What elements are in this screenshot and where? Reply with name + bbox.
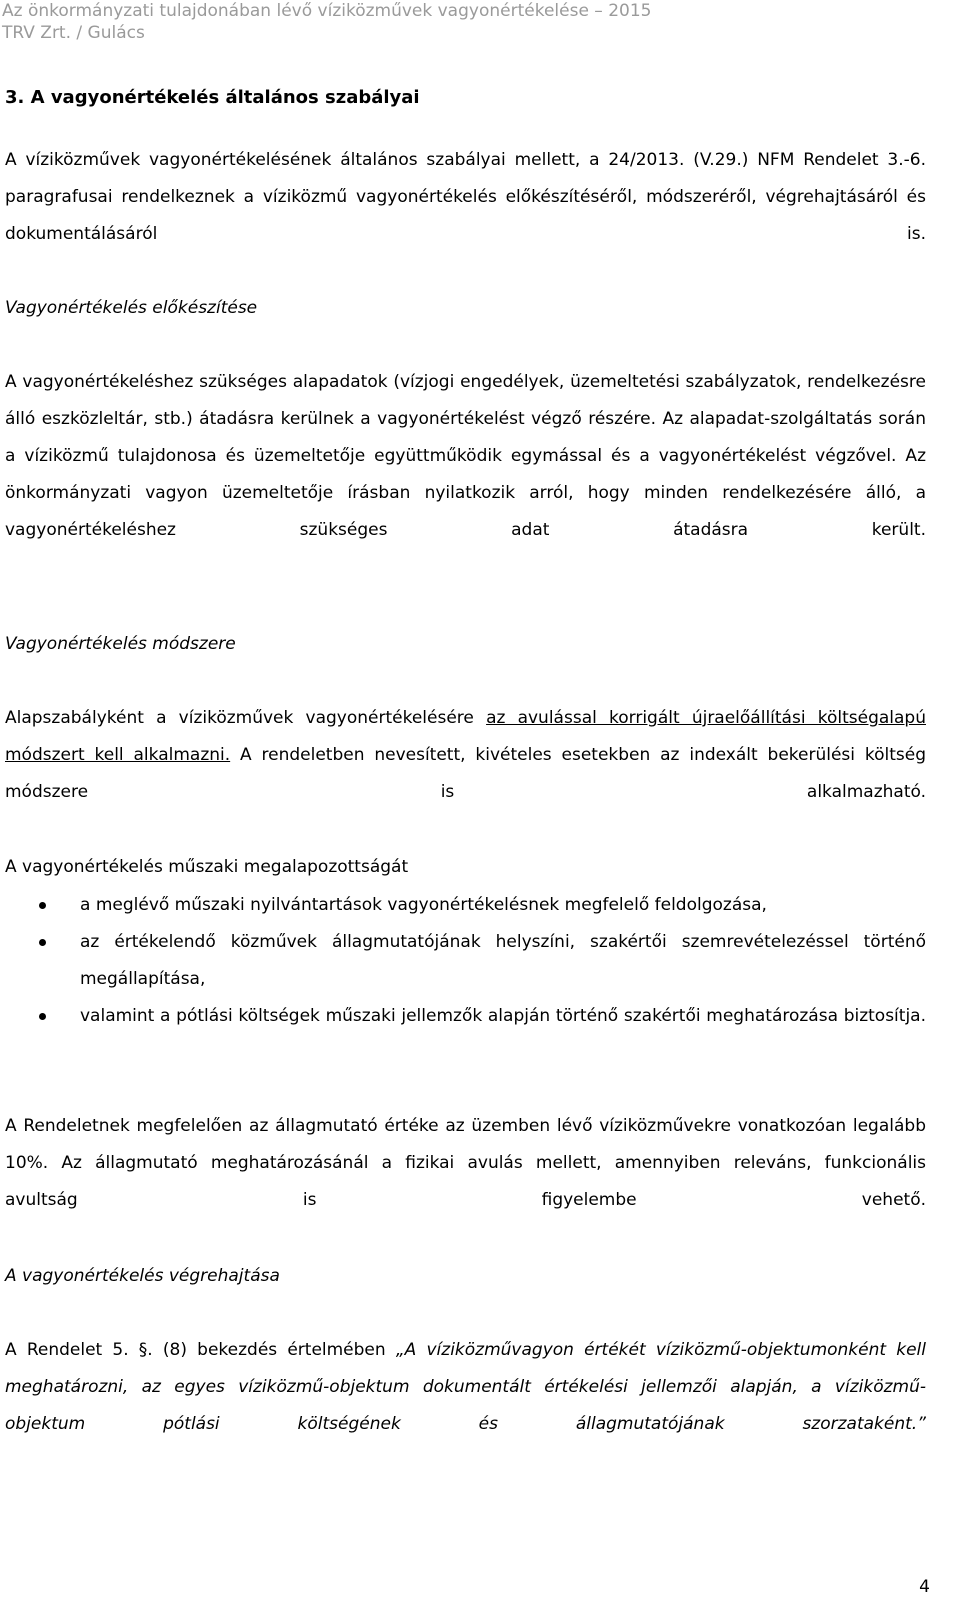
method-underlined-text: az avulással korrigált újraelőállítási költségalapú módszert kell alkalmazni. bbox=[5, 708, 926, 765]
method-text-start: Alapszabályként a víziközművek vagyonértékelésére bbox=[5, 708, 487, 728]
list-item-text: a meglévő műszaki nyilvántartások vagyonértékelésnek megfelelő feldolgozása, bbox=[80, 895, 767, 915]
prep-paragraph: A vagyonértékeléshez szükséges alapadatok (vízjogi engedélyek, üzemeltetési szabályzatok, rendelkezésre álló eszközleltár, stb.) átadásra kerülnek a vagyonértékelést végző részére. Az alapadat-szolgáltatás során a víziközmű tulajdonosa és üzemeltetője együttműködik egymással és a vagyonértékelést végzővel. Az önkormányzati vagyon üzemeltetője írásban nyilatkozik arról, hogy minden rendelkezésére álló, a vagyonértékeléshez szükséges adat átadásra került. bbox=[5, 372, 926, 540]
running-header-title: Az önkormányzati tulajdonában lévő víziközművek vagyonértékelése – 2015 bbox=[2, 1, 652, 21]
method-subheading: Vagyonértékelés módszere bbox=[5, 634, 236, 654]
intro-paragraph: A víziközművek vagyonértékelésének általános szabályai mellett, a 24/2013. (V.29.) NFM Rendelet 3.-6. paragrafusai rendelkeznek a víziközmű vagyonértékelés előkészítéséről, módszeréről, végrehajtásáról és dokumentálásáról is. bbox=[5, 150, 926, 244]
section-heading: 3. A vagyonértékelés általános szabályai bbox=[5, 87, 420, 108]
list-item-text: valamint a pótlási költségek műszaki jellemzők alapján történő szakértői meghatározása biztosítja. bbox=[80, 1006, 926, 1026]
method-text-end: A rendeletben nevesített, kivételes esetekben az indexált bekerülési költség módszere is alkalmazható. bbox=[5, 745, 926, 802]
execution-quote: „A víziközművagyon értékét víziközmű-objektumonként kell meghatározni, az egyes víziközmű-objektum dokumentált értékelési jellemzői alapján, a víziközmű-objektum pótlási költségének és állagmutatójának szorzataként.” bbox=[5, 1340, 926, 1434]
execution-text-start: A Rendelet 5. §. (8) bekezdés értelmében bbox=[5, 1340, 396, 1360]
bullet-icon bbox=[39, 1013, 46, 1020]
execution-subheading: A vagyonértékelés végrehajtása bbox=[5, 1266, 280, 1286]
page-number: 4 bbox=[919, 1577, 930, 1597]
technical-subheading: A vagyonértékelés műszaki megalapozottságát bbox=[5, 857, 409, 877]
technical-paragraph: A Rendeletnek megfelelően az állagmutató értéke az üzemben lévő víziközművekre vonatkozóan legalább 10%. Az állagmutató meghatározásánál a fizikai avulás mellett, amennyiben releváns, funkcionális avultság is figyelembe vehető. bbox=[5, 1116, 926, 1210]
bullet-icon bbox=[39, 902, 46, 909]
execution-paragraph bbox=[5, 1332, 926, 1443]
bullet-icon bbox=[39, 939, 46, 946]
method-paragraph bbox=[5, 700, 926, 811]
running-header-author: TRV Zrt. / Gulács bbox=[2, 23, 145, 43]
prep-subheading: Vagyonértékelés előkészítése bbox=[5, 298, 258, 318]
list-item-text: az értékelendő közművek állagmutatójának helyszíni, szakértői szemrevételezéssel történő megállapítása, bbox=[80, 932, 926, 989]
